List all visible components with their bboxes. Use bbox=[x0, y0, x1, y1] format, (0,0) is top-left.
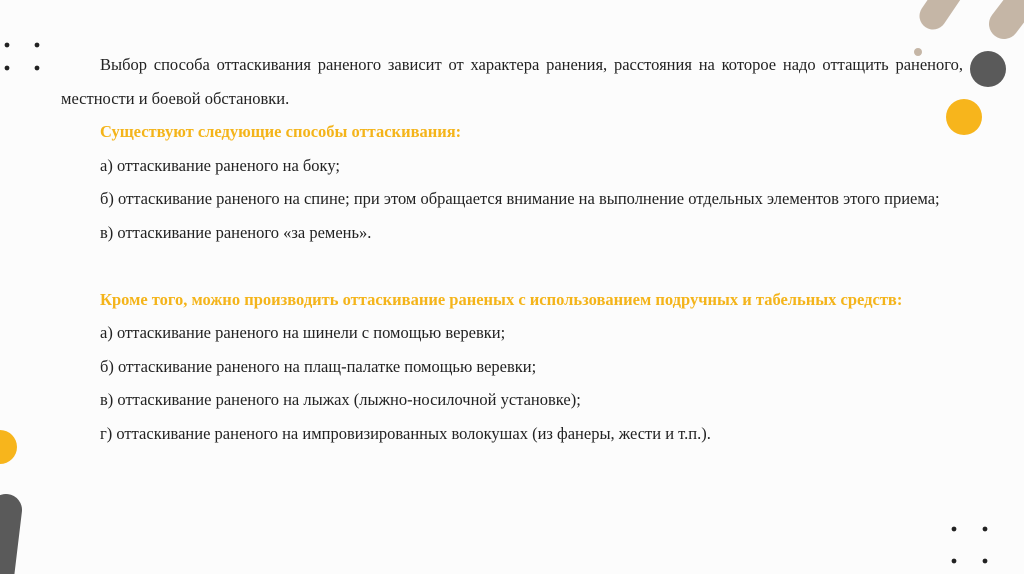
list-item: б) оттаскивание раненого на плащ-палатке помощью веревки; bbox=[100, 356, 537, 376]
dot bbox=[983, 559, 988, 564]
gray-circle bbox=[970, 51, 1006, 87]
tan-pill-shape bbox=[933, 0, 952, 16]
bottom-right-dots bbox=[952, 527, 988, 564]
top-left-dots bbox=[5, 43, 40, 71]
dot bbox=[952, 559, 957, 564]
list-item: а) оттаскивание раненого на боку; bbox=[100, 155, 340, 175]
dot bbox=[5, 66, 10, 71]
gray-pill-shape bbox=[0, 510, 6, 574]
dot bbox=[5, 43, 10, 48]
dot bbox=[35, 43, 40, 48]
list-item: б) оттаскивание раненого на спине; при этом обращается внимание на выполнение отдельных элементов этого приема; bbox=[100, 189, 940, 208]
yellow-half-circle bbox=[0, 430, 17, 464]
intro-paragraph: Выбор способа оттаскивания раненого зависит от характера ранения, расстояния на которое надо оттащить раненого, местности и боевой обстановки. bbox=[61, 55, 963, 108]
heading-methods: Существуют следующие способы оттаскивания: bbox=[100, 122, 462, 141]
tan-pill-shape bbox=[1004, 0, 1024, 24]
list-item: а) оттаскивание раненого на шинели с помощью веревки; bbox=[100, 323, 506, 342]
dot bbox=[952, 527, 957, 532]
spacer bbox=[61, 249, 963, 283]
list-item: в) оттаскивание раненого на лыжах (лыжно-носилочной установке); bbox=[100, 390, 581, 409]
list-item: г) оттаскивание раненого на импровизированных волокушах (из фанеры, жести и т.п.). bbox=[100, 423, 711, 443]
heading-improvised-means: Кроме того, можно производить оттаскивание раненых с использованием подручных и табельных средств: bbox=[100, 289, 903, 309]
text-block bbox=[61, 48, 963, 450]
list-item: в) оттаскивание раненого «за ремень». bbox=[100, 222, 372, 242]
dot bbox=[35, 66, 40, 71]
dot bbox=[983, 527, 988, 532]
